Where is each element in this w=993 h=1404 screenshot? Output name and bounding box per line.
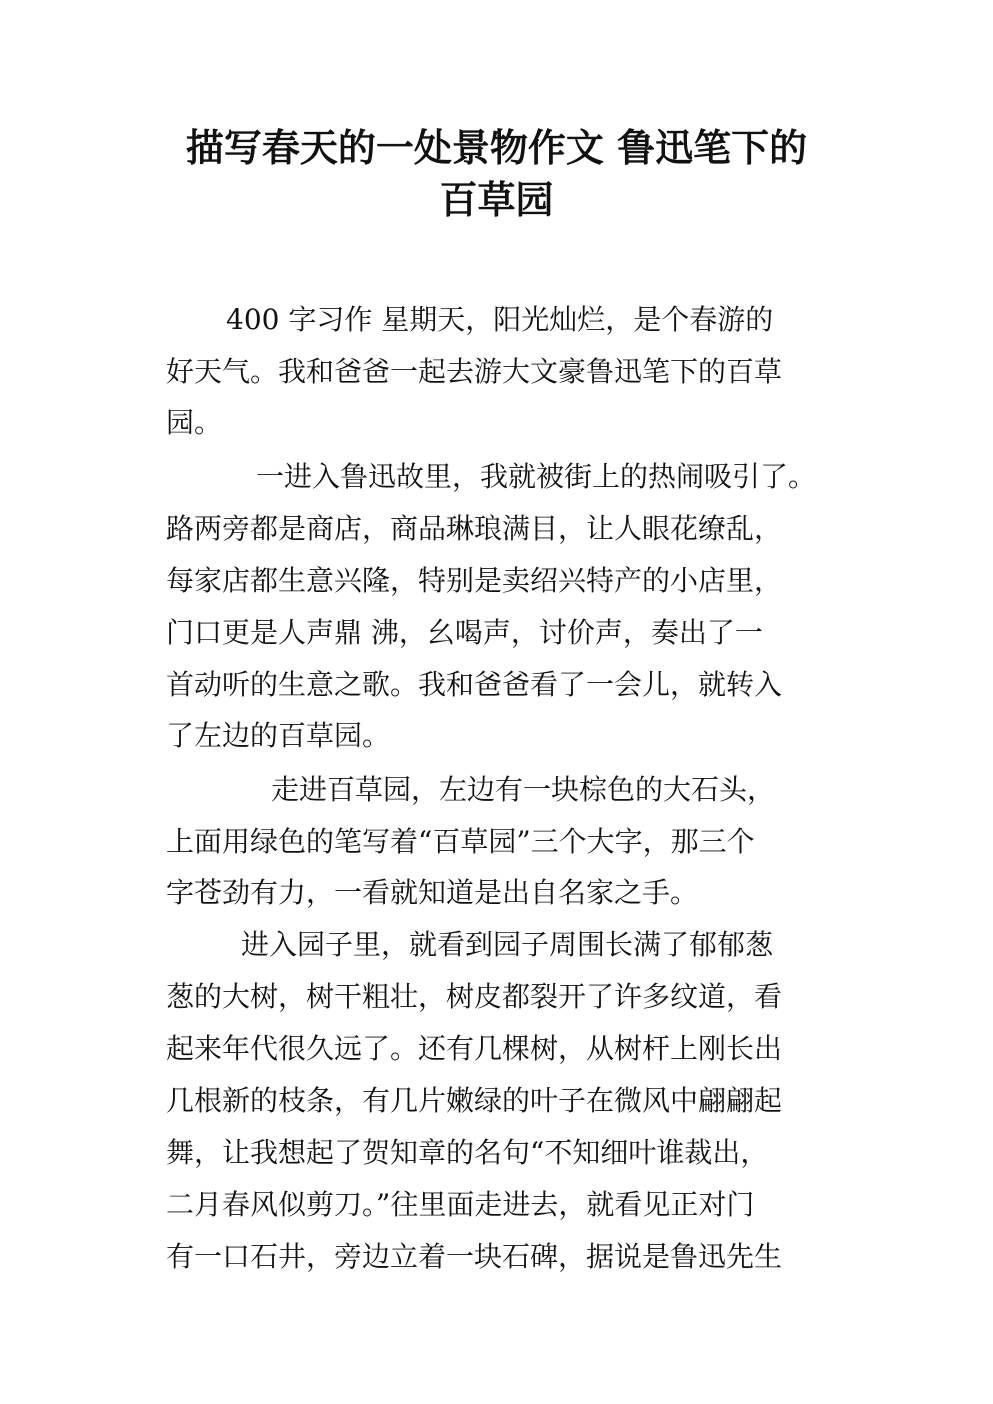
body-line: 舞，让我想起了贺知章的名句“不知细叶谁裁出， (166, 1136, 769, 1169)
body-line: 园。 (166, 406, 223, 439)
body-line: 好天气。我和爸爸一起去游大文豪鲁迅笔下的百草 (166, 355, 783, 388)
body-line: 每家店都生意兴隆，特别是卖绍兴特产的小店里， (166, 564, 783, 597)
body-line: 了左边的百草园。 (166, 719, 391, 752)
body-line: 一进入鲁迅故里，我就被街上的热闹吸引了。 (256, 460, 817, 493)
body-line: 起来年代很久远了。还有几棵树，从树杆上刚长出 (166, 1032, 783, 1065)
body-line: 有一口石井，旁边立着一块石碑，据说是鲁迅先生 (166, 1240, 783, 1273)
body-line: 几根新的枝条，有几片嫩绿的叶子在微风中翩翩起 (166, 1084, 783, 1117)
body-line: 进入园子里，就看到园子周围长满了郁郁葱 (241, 928, 774, 961)
body-line: 二月春风似剪刀。”往里面走进去，就看见正对门 (166, 1188, 755, 1221)
body-line: 上面用绿色的笔写着“百草园”三个大字，那三个 (166, 825, 755, 858)
document-title-line-2: 百草园 (439, 178, 554, 222)
body-line: 走进百草园，左边有一块棕色的大石头， (271, 773, 776, 806)
body-line: 门口更是人声鼎 沸，幺喝声，讨价声，奏出了一 (166, 616, 763, 649)
body-line: 路两旁都是商店，商品琳琅满目，让人眼花缭乱， (166, 512, 783, 545)
document-title-line-1: 描写春天的一处景物作文 鲁迅笔下的 (185, 126, 808, 170)
body-line: 400 字习作 星期天，阳光灿烂，是个春游的 (226, 303, 774, 336)
body-line: 葱的大树，树干粗壮，树皮都裂开了许多纹道，看 (166, 980, 783, 1013)
body-line: 字苍劲有力，一看就知道是出自名家之手。 (166, 876, 699, 909)
body-line: 首动听的生意之歌。我和爸爸看了一会儿，就转入 (166, 668, 783, 701)
